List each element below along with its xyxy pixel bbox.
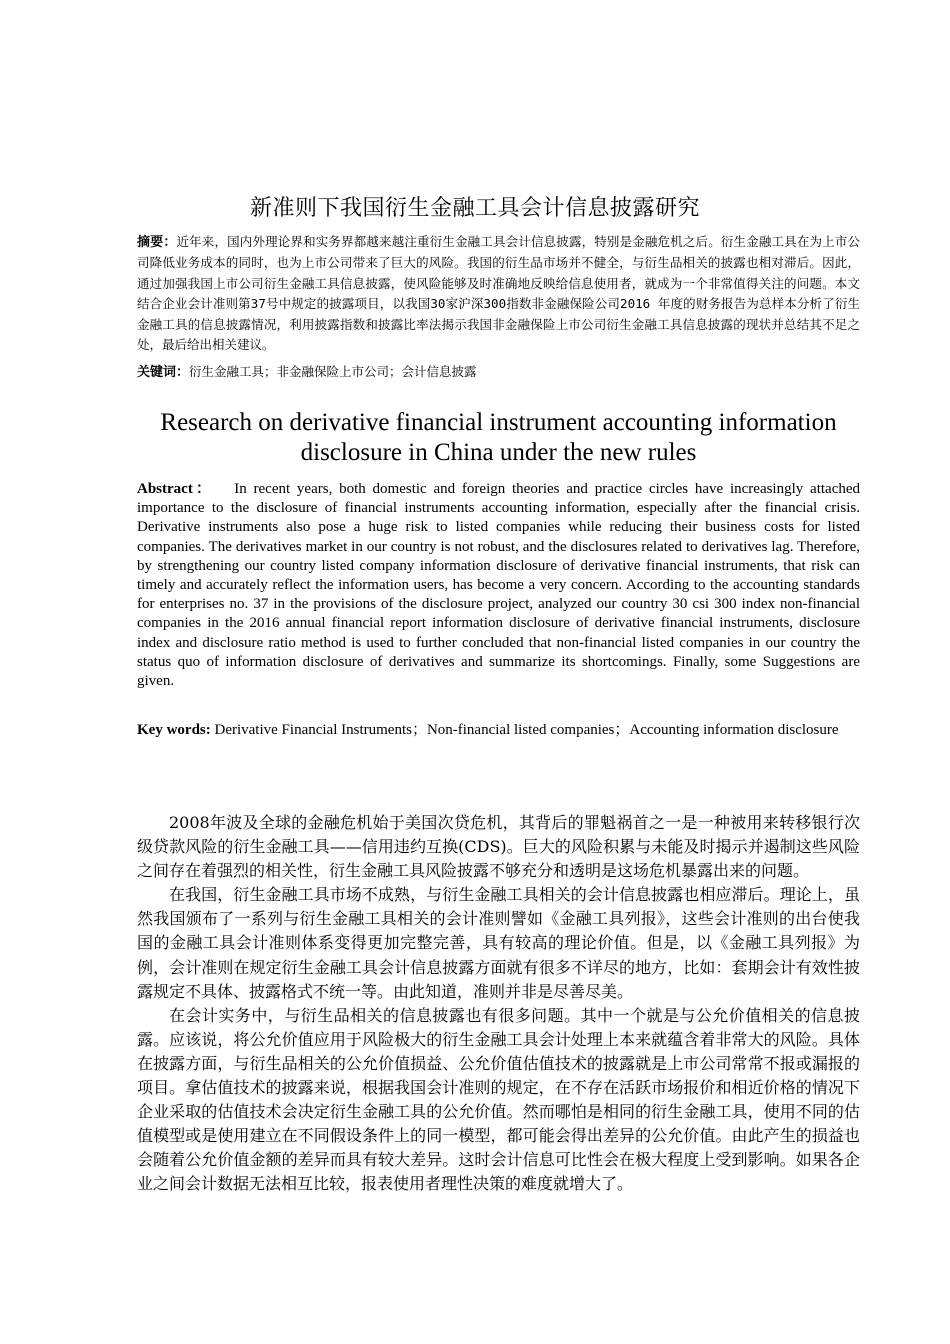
body-paragraph: 在会计实务中，与衍生品相关的信息披露也有很多问题。其中一个就是与公允价值相关的信息披露。应该说，将公允价值应用于风险极大的衍生金融工具会计处理上本来就蕴含着非常大的风险。具体在披露方面，与衍生品相关的公允价值损益、公允价值估值技术的披露就是上市公司常常不报或漏报的项目。拿估值技术的披露来说，根据我国会计准则的规定，在不存在活跃市场报价和相近价格的情况下企业采取的估值技术会决定衍生金融工具的公允价值。然而哪怕是相同的衍生金融工具，使用不同的估值模型或是使用建立在不同假设条件上的同一模型，都可能会得出差异的公允价值。由此产生的损益也会随着公允价值金额的差异而具有较大差异。这时会计信息可比性会在极大程度上受到影响。如果各企业之间会计数据无法相互比较，报表使用者理性决策的难度就增大了。 bbox=[137, 1005, 860, 1194]
english-title: Research on derivative financial instrument accounting information disclosure in China under the new rules bbox=[160, 409, 837, 466]
body-paragraph: 2008年波及全球的金融危机始于美国次贷危机，其背后的罪魁祸首之一是一种被用来转移银行次级贷款风险的衍生金融工具——信用违约互换(CDS)。巨大的风险积累与未能及时揭示并遏制这些风险之间存在着强烈的相关性，衍生金融工具风险披露不够充分和透明是这场危机暴露出来的问题。 bbox=[137, 813, 860, 881]
english-keywords bbox=[137, 721, 860, 740]
chinese-abstract-text: 近年来，国内外理论界和实务界都越来越注重衍生金融工具会计信息披露，特别是金融危机之后。衍生金融工具在为上市公司降低业务成本的同时，也为上市公司带来了巨大的风险。我国的衍生品市场并不健全，与衍生品相关的披露也相对滞后。因此，通过加强我国上市公司衍生金融工具信息披露，使风险能够及时准确地反映给信息使用者，就成为一个非常值得关注的问题。本文结合企业会计准则第37号中规定的披露项目，以我国30家沪深300指数非金融保险公司2016 年度的财务报告为总样本分析了衍生金融工具的信息披露情况，利用披露指数和披露比率法揭示我国非金融保险上市公司衍生金融工具信息披露的现状并总结其不足之处，最后给出相关建议。 bbox=[137, 234, 860, 353]
chinese-abstract-label: 摘要： bbox=[137, 235, 177, 250]
body-text bbox=[137, 811, 860, 1197]
english-abstract-label: Abstract： bbox=[137, 481, 214, 497]
english-keywords-text: Derivative Financial Instruments；Non-financial listed companies；Accounting information disclosure bbox=[214, 722, 839, 738]
english-abstract bbox=[137, 480, 860, 691]
chinese-title: 新准则下我国衍生金融工具会计信息披露研究 bbox=[249, 196, 700, 221]
chinese-keywords-text: 衍生金融工具；非金融保险上市公司；会计信息披露 bbox=[189, 364, 477, 379]
chinese-keywords-label: 关键词： bbox=[137, 365, 190, 380]
body-paragraph: 在我国，衍生金融工具市场不成熟，与衍生金融工具相关的会计信息披露也相应滞后。理论上，虽然我国颁布了一系列与衍生金融工具相关的会计准则譬如《金融工具列报》，这些会计准则的出台使我国的金融工具会计准则体系变得更加完整完善，具有较高的理论价值。但是，以《金融工具列报》为例，会计准则在规定衍生金融工具会计信息披露方面就有很多不详尽的地方，比如：套期会计有效性披露规定不具体、披露格式不统一等。由此知道，准则并非是尽善尽美。 bbox=[137, 885, 860, 1001]
chinese-abstract bbox=[137, 232, 860, 355]
english-abstract-text: In recent years, both domestic and foreign theories and practice circles have increasingly attached importance to the disclosure of financial instruments accounting information, especially after the financial crisis. Derivative instruments also pose a huge risk to listed companies while reducing their business costs for listed companies. The derivatives market in our country is not robust, and the disclosures related to derivatives lag. Therefore, by strengthening our country listed company information disclosure of derivative financial instruments, that risk can timely and accurately reflect the information users, has become a very concern. According to the accounting standards for enterprises no. 37 in the provisions of the disclosure project, analyzed our country 30 csi 300 index non-financial companies in the 2016 annual financial report information disclosure of derivative financial instruments, disclosure index and disclosure ratio method is used to further concluded that non-financial listed companies in our country the status quo of information disclosure of derivatives and summarize its shortcomings. Finally, some Suggestions are given. bbox=[137, 481, 861, 690]
english-keywords-label: Key words: bbox=[137, 722, 211, 738]
chinese-keywords bbox=[137, 362, 860, 383]
